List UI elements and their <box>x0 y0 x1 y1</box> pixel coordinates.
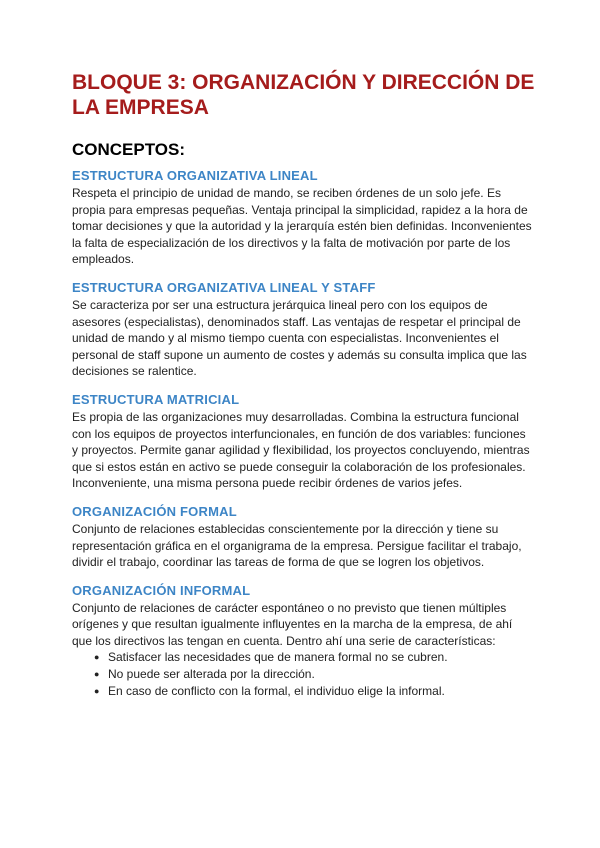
bullet-icon: ● <box>94 669 100 680</box>
section-body: Es propia de las organizaciones muy desarrolladas. Combina la estructura funcional con los equipos de proyectos interfuncionales, en función de dos variables: funciones y proyectos. Permite ganar agilidad y flexibilidad, los proyectos concluyendo, mientras que si estos están en activo se puede conseguir la colaboración de los profesionales. Inconveniente, una misma persona puede recibir órdenes de varios jefes. <box>72 409 530 491</box>
section-heading: ESTRUCTURA ORGANIZATIVA LINEAL <box>72 168 318 183</box>
section-heading: ESTRUCTURA ORGANIZATIVA LINEAL Y STAFF <box>72 279 376 295</box>
bullet-icon: ● <box>94 685 100 696</box>
section-lineal <box>72 168 540 268</box>
section-matricial <box>72 392 540 492</box>
section-body: Respeta el principio de unidad de mando, se reciben órdenes de un solo jefe. Es propia para empresas pequeñas. Ventaja principal la simplicidad, rapidez a la hora de tomar decisiones y que la autoridad y la jerarquía estén bien definidas. Inconvenientes la falta de especialización de los directivos y la falta de motivación por parte de los empleados. <box>72 186 532 267</box>
section-heading: ESTRUCTURA MATRICIAL <box>72 391 240 407</box>
page-title: BLOQUE 3: ORGANIZACIÓN Y DIRECCIÓN DE LA EMPRESA <box>72 71 535 119</box>
list-item <box>94 649 540 666</box>
list-item-text: En caso de conflicto con la formal, el individuo elige la informal. <box>108 683 445 698</box>
list-item <box>94 666 540 683</box>
section-formal <box>72 504 540 571</box>
concepts-heading: CONCEPTOS: <box>72 140 186 159</box>
list-item <box>94 683 540 700</box>
section-lineal-staff <box>72 280 540 380</box>
section-heading: ORGANIZACIÓN INFORMAL <box>72 582 251 598</box>
list-item-text: No puede ser alterada por la dirección. <box>108 667 315 682</box>
list-item-text: Satisfacer las necesidades que de manera formal no se cubren. <box>108 650 448 665</box>
section-body: Se caracteriza por ser una estructura jerárquica lineal pero con los equipos de asesores (especialistas), denominados staff. Las ventajas de respetar el principal de unidad de mando y al mismo tiempo cuenta con especialistas. Inconvenientes el personal de staff supone un aumento de costes y además su consulta implica que las decisiones se ralentice. <box>72 297 527 379</box>
section-body: Conjunto de relaciones establecidas conscientemente por la dirección y tiene su representación gráfica en el organigrama de la empresa. Persigue facilitar el trabajo, dividir el trabajo, coordinar las tareas de forma de que se logren los objetivos. <box>72 521 522 570</box>
section-heading: ORGANIZACIÓN FORMAL <box>72 503 237 519</box>
characteristics-list <box>72 649 540 699</box>
section-body: Conjunto de relaciones de carácter espontáneo o no previsto que tienen múltiples orígenes y que resultan igualmente influyentes en la marcha de la empresa, de ahí que los directivos las tengan en cuenta. Dentro ahí una serie de características: <box>72 600 513 648</box>
bullet-icon: ● <box>94 652 100 663</box>
section-informal <box>72 583 540 700</box>
